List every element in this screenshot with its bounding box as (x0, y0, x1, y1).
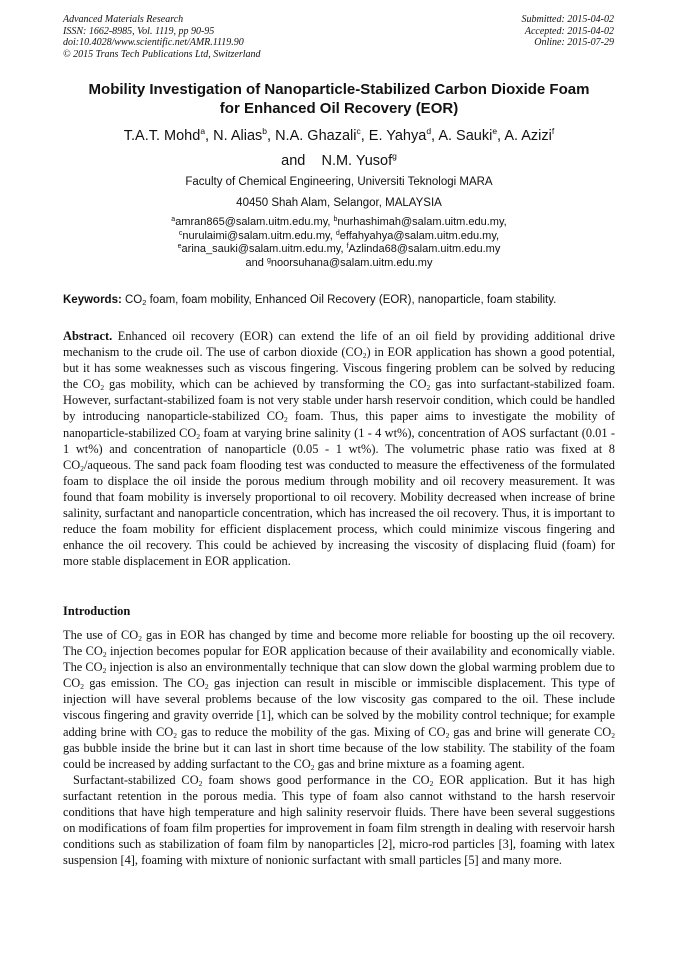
author-sup: a (200, 126, 206, 136)
abstract-text: /aqueous. The sand pack foam flooding test was conducted to measure the effectiveness of the formulated foam to displace the oil inside the porous medium through mobility and oil recovery measurement. It was found that foam mobility is inversely proportional to oil recovery. Mobility decreased when increase of brine salinity, surfactant and nanoparticle concentration, which has increased the oil recovery. Thus, it is important to reduce the foam mobility for efficient displacement process, which could minimize viscous fingering and enhance the oil recovery. This could be achieved by increasing the viscosity of displacing fluid (foam) for more stable displacement in EOR application. (63, 457, 615, 569)
intro-text: EOR application. But it has high surfactant retention in the porous media. This type of foam also cannot withstand to the harsh reservoir conditions that have high temperature and high salinity reservoir fluids. There have been several suggestions on modifications of foam film properties for improvement in foam film strength in dealing with reservoir harsh conditions such as stabilization of foam film by nanoparticles [2], micro-rod particles [3], foaming with latex suspension [4], foaming with mixture of nonionic surfactant with small particles [5] and many more. (63, 772, 616, 868)
author: N. Alias (213, 128, 263, 144)
author: N.M. Yusof (321, 153, 393, 169)
subscript: 2 (196, 431, 201, 441)
subscript: 2 (138, 634, 142, 643)
section-heading-introduction: Introduction (63, 604, 131, 618)
abstract-text: foam. Thus, this paper aims to investigate the mobility of nanoparticle-stabilized CO (63, 409, 615, 440)
keywords-label: Keywords: (63, 294, 122, 306)
author: N.A. Ghazali (275, 128, 357, 144)
intro-text: gas injection can result in miscible or immiscible displacement. This type of injection will have several problems because of the low viscosity gas compared to the oil. These include viscous fingering and gravity override [1], which can be solved by the mobility control technique; for example adding brine with CO (63, 676, 615, 739)
email-sup: g (266, 256, 271, 264)
author: T.A.T. Mohd (123, 128, 201, 144)
subscript: 2 (310, 762, 315, 772)
author-list: T.A.T. Mohd$^a$, N. Alias$^b$, N.A. Ghazali$^c$, E. Yahya$^d$, A. Sauki$^e$, A. Azizi$^f$ and N.M. Yusof$^g$ (123, 126, 555, 169)
author-sup: e (492, 126, 498, 136)
author-sup: d (426, 126, 432, 136)
author: A. Sauki (438, 128, 493, 144)
affiliation-line-2: 40450 Shah Alam, Selangor, MALAYSIA (236, 197, 442, 209)
email-and: and (245, 256, 264, 269)
intro-text: injection becomes popular for EOR application because of their availability and economically viable. The CO (63, 644, 616, 675)
introduction-body (63, 627, 615, 868)
accepted-date: Accepted: 2015-04-02 (524, 25, 614, 37)
email-sup: a (171, 216, 176, 223)
email-sup: c (178, 229, 183, 237)
author-and: and (281, 153, 306, 169)
keywords-co: CO (125, 294, 143, 306)
journal-name: Advanced Materials Research (63, 14, 184, 25)
submitted-date: Submitted: 2015-04-02 (521, 14, 614, 25)
email-link[interactable]: nurhashimah@salam.uitm.edu.my, (337, 216, 507, 228)
online-date: Online: 2015-07-29 (534, 37, 614, 48)
intro-paragraph-1 (63, 627, 615, 772)
subscript: 2 (198, 778, 203, 788)
title-line-2: for Enhanced Oil Recovery (EOR) (219, 100, 459, 117)
intro-text: Surfactant-stabilized CO (73, 772, 199, 787)
email-sup: d (335, 229, 340, 237)
author-sup: f (551, 126, 555, 136)
email-link[interactable]: Azlinda68@salam.uitm.edu.my (348, 243, 501, 255)
intro-text: gas and brine mixture as a foaming agent. (314, 756, 525, 771)
subscript: 2 (284, 415, 288, 425)
abstract (63, 328, 615, 569)
intro-text: gas emission. The CO (83, 676, 205, 691)
intro-text: gas to reduce the mobility of the gas. Mixing of CO (176, 724, 446, 739)
paper-title (40, 80, 638, 118)
email-sup: e (177, 243, 182, 250)
author-sup: g (392, 151, 397, 161)
intro-text: injection is also an environmentally technique that can slow down the global warming problem due to CO (63, 660, 615, 691)
author: A. Azizi (504, 128, 552, 144)
abstract-text: foam at varying brine salinity (1 - 4 wt%), concentration of AOS surfactant (0.01 - 1 wt%) and concentration of nanoparticle (0.05 - 1 wt%). The volumetric phase ratio was fixed at 8 CO (63, 425, 615, 472)
subscript: 2 (102, 666, 107, 676)
subscript: 2 (362, 351, 367, 361)
subscript: 2 (204, 682, 209, 692)
abstract-text: Enhanced oil recovery (EOR) can extend the life of an oil field by providing additional drive mechanism to the crude oil. The use of carbon dioxide (CO (63, 329, 615, 360)
doi[interactable]: doi:10.4028/www.scientific.net/AMR.1119.90 (63, 37, 244, 48)
author-sup: c (356, 126, 361, 136)
abstract-text: ) in EOR application has shown a good potential, but it has some weaknesses such as viscous fingering. Viscous fingering problem can be solved by reducing the CO (63, 345, 615, 392)
issn: ISSN: 1662-8985, Vol. 1119, pp 90-95 (63, 25, 215, 37)
intro-text: The use of CO (63, 628, 139, 642)
author-sup: b (262, 126, 268, 136)
abstract-label: Abstract. (63, 329, 113, 343)
keywords-text: foam, foam mobility, Enhanced Oil Recovery (EOR), nanoparticle, foam stability. (146, 294, 557, 306)
intro-paragraph-2 (63, 772, 615, 869)
keywords (63, 293, 615, 307)
email-sup: b (333, 216, 338, 223)
copyright: © 2015 Trans Tech Publications Ltd, Switzerland (63, 48, 261, 60)
author-emails (40, 216, 638, 270)
title-line-1: Mobility Investigation of Nanoparticle-Stabilized Carbon Dioxide Foam (88, 81, 590, 98)
subscript: 2 (100, 383, 105, 393)
abstract-text: gas mobility, which can be achieved by transforming the CO (104, 377, 427, 392)
intro-text: foam shows good performance in the CO (202, 772, 430, 787)
email-link[interactable]: noorsuhana@salam.uitm.edu.my (270, 256, 433, 269)
keywords-sub: 2 (142, 298, 147, 307)
email-link[interactable]: nurulaimi@salam.uitm.edu.my, (182, 229, 333, 242)
subscript: 2 (80, 682, 84, 692)
subscript: 2 (102, 650, 107, 660)
abstract-text: gas into surfactant-stabilized foam. However, surfactant-stabilized foam is not very stable under harsh reservoir condition, which could be handled by introducing nanoparticle-stabilized CO (63, 377, 615, 424)
email-sup: f (346, 243, 349, 250)
email-link[interactable]: arina_sauki@salam.uitm.edu.my, (181, 243, 344, 255)
email-link[interactable]: effahyahya@salam.uitm.edu.my, (339, 229, 500, 242)
intro-text: gas and brine will generate CO (449, 724, 612, 739)
affiliation-line-1: Faculty of Chemical Engineering, Universiti Teknologi MARA (185, 176, 493, 188)
author: E. Yahya (368, 128, 427, 144)
subscript: 2 (80, 463, 84, 473)
subscript: 2 (426, 383, 431, 393)
subscript: 2 (611, 730, 615, 740)
subscript: 2 (173, 730, 177, 740)
subscript: 2 (429, 778, 434, 788)
email-link[interactable]: amran865@salam.uitm.edu.my, (175, 216, 331, 228)
subscript: 2 (445, 730, 450, 740)
intro-text: gas in EOR has changed by time and become more reliable for boosting up the oil recovery. The CO (63, 628, 616, 659)
intro-text: gas bubble inside the brine but it can last in short time because of the low stability. The stability of the foam could be increased by adding surfactant to the CO (63, 740, 615, 771)
